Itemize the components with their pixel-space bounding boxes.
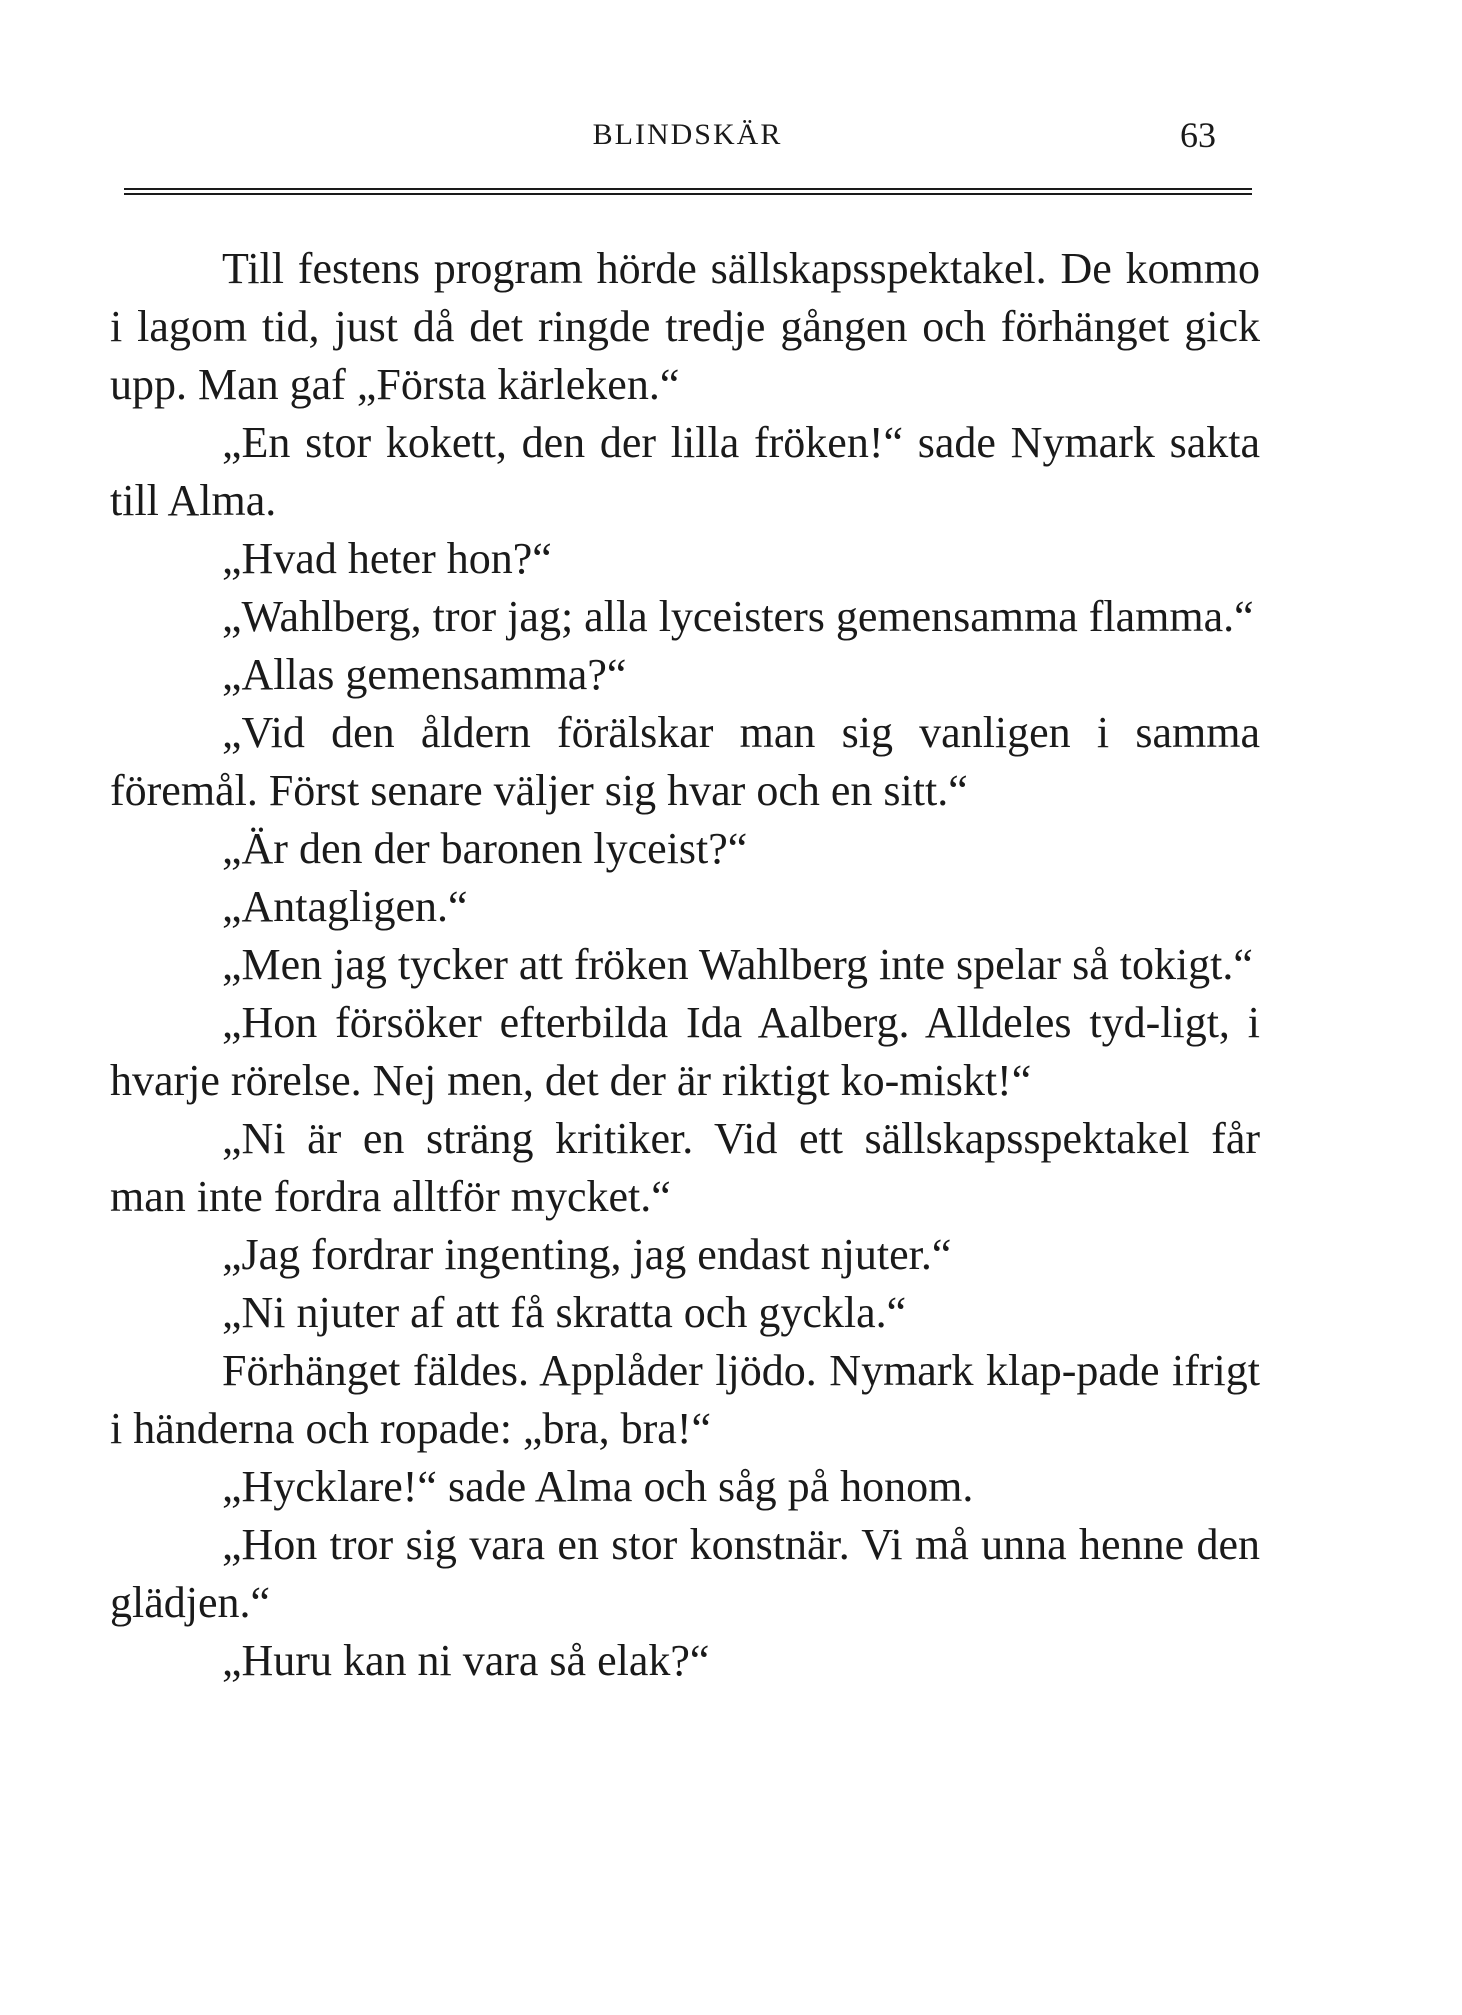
header-double-rule bbox=[124, 188, 1252, 195]
paragraph: Till festens program hörde sällskapsspektakel. De kommo i lagom tid, just då det ringde tredje gången och förhänget gick upp. Man gaf „Första kärleken.“ bbox=[110, 244, 1260, 409]
paragraph: „Men jag tycker att fröken Wahlberg inte spelar så tokigt.“ bbox=[222, 940, 1253, 989]
paragraph: „Vid den åldern förälskar man sig vanligen i samma föremål. Först senare väljer sig hvar och en sitt.“ bbox=[110, 708, 1260, 815]
paragraph: „Hycklare!“ sade Alma och såg på honom. bbox=[222, 1462, 974, 1511]
paragraph: „Wahlberg, tror jag; alla lyceisters gemensamma flamma.“ bbox=[222, 592, 1254, 641]
paragraph: „Jag fordrar ingenting, jag endast njuter.“ bbox=[222, 1230, 952, 1279]
paragraph: Förhänget fäldes. Applåder ljödo. Nymark klap-pade ifrigt i händerna och ropade: „bra, bra!“ bbox=[110, 1346, 1260, 1453]
paragraph: „Hon försöker efterbilda Ida Aalberg. Alldeles tyd-ligt, i hvarje rörelse. Nej men, det der är riktigt ko-miskt!“ bbox=[110, 998, 1260, 1105]
paragraph: „Allas gemensamma?“ bbox=[222, 650, 627, 699]
paragraph: „Antagligen.“ bbox=[222, 882, 468, 931]
page-number: 63 bbox=[1180, 115, 1216, 155]
paragraph: „Ni är en sträng kritiker. Vid ett sällskapsspektakel får man inte fordra alltför mycket.“ bbox=[110, 1114, 1260, 1221]
paragraph: „En stor kokett, den der lilla fröken!“ sade Nymark sakta till Alma. bbox=[110, 418, 1260, 525]
paragraph: „Huru kan ni vara så elak?“ bbox=[222, 1636, 710, 1685]
paragraph: „Hon tror sig vara en stor konstnär. Vi må unna henne den glädjen.“ bbox=[110, 1520, 1260, 1627]
paragraph: „Ni njuter af att få skratta och gyckla.“ bbox=[222, 1288, 907, 1337]
paragraph: „Hvad heter hon?“ bbox=[222, 534, 552, 583]
body-text bbox=[110, 240, 1260, 1690]
paragraph: „Är den der baronen lyceist?“ bbox=[222, 824, 748, 873]
running-title: BLINDSKÄR bbox=[592, 118, 783, 151]
